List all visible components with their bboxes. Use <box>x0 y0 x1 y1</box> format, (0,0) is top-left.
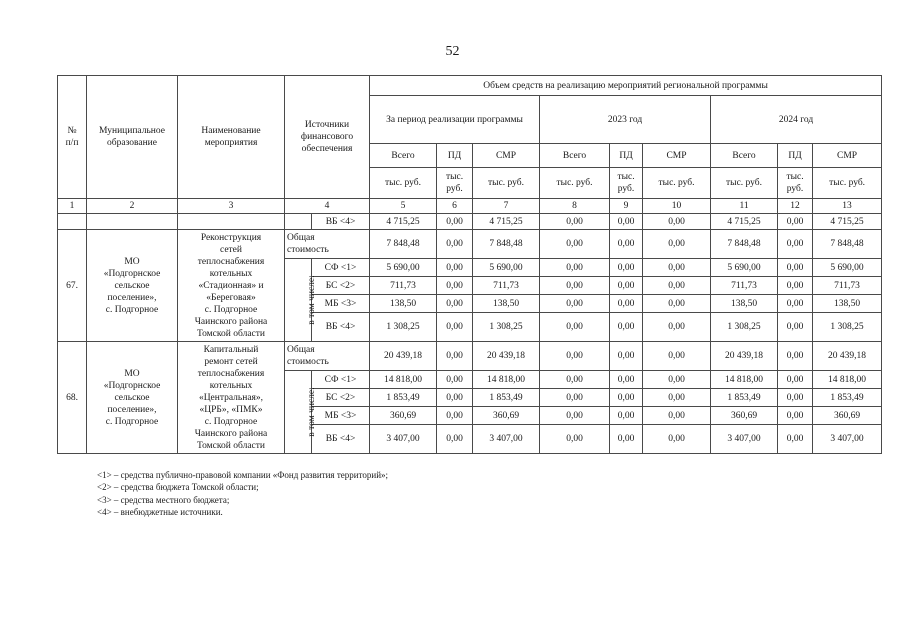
value-cell: 711,73 <box>370 277 437 295</box>
total-cost-label: Общая стоимость <box>285 230 370 259</box>
item-number: 68. <box>58 342 87 454</box>
value-cell: 0,00 <box>610 425 643 454</box>
column-number: 10 <box>643 199 711 214</box>
value-cell: 138,50 <box>711 295 778 313</box>
value-cell: 3 407,00 <box>711 425 778 454</box>
value-cell: 4 715,25 <box>813 214 882 230</box>
item-municipality: МО «Подгорнское сельское поселение», с. Подгорное <box>87 342 178 454</box>
header-num: № п/п <box>58 76 87 199</box>
item-event: Реконструкция сетей теплоснабжения котельных «Стадионная» и «Береговая» с. Подгорное Чаинского района Томской области <box>178 230 285 342</box>
value-cell: 5 690,00 <box>813 259 882 277</box>
value-cell: 7 848,48 <box>370 230 437 259</box>
value-cell: 3 407,00 <box>473 425 540 454</box>
value-cell: 0,00 <box>778 277 813 295</box>
header-municipality: Муниципальное образование <box>87 76 178 199</box>
value-cell: 0,00 <box>540 342 610 371</box>
column-number: 3 <box>178 199 285 214</box>
value-cell: 0,00 <box>437 214 473 230</box>
footnotes <box>97 469 388 519</box>
value-cell: 14 818,00 <box>813 371 882 389</box>
value-cell: 7 848,48 <box>813 230 882 259</box>
column-number: 13 <box>813 199 882 214</box>
value-cell: 0,00 <box>778 342 813 371</box>
header-unit: тыс. руб. <box>370 168 437 199</box>
value-cell: 360,69 <box>813 407 882 425</box>
value-cell: 0,00 <box>610 342 643 371</box>
column-number: 7 <box>473 199 540 214</box>
value-cell: 711,73 <box>473 277 540 295</box>
value-cell: 5 690,00 <box>473 259 540 277</box>
footnote: <1> – средства публично-правовой компании «Фонд развития территорий»; <box>97 470 389 480</box>
source-label: ВБ <4> <box>312 313 370 342</box>
value-cell: 14 818,00 <box>370 371 437 389</box>
value-cell: 0,00 <box>540 425 610 454</box>
value-cell: 1 308,25 <box>813 313 882 342</box>
value-cell: 4 715,25 <box>711 214 778 230</box>
value-cell: 0,00 <box>610 371 643 389</box>
column-number: 5 <box>370 199 437 214</box>
value-cell: 0,00 <box>643 277 711 295</box>
value-cell: 0,00 <box>437 407 473 425</box>
value-cell: 0,00 <box>643 259 711 277</box>
value-cell: 0,00 <box>643 425 711 454</box>
value-cell: 0,00 <box>540 295 610 313</box>
including-label <box>285 259 317 342</box>
value-cell: 1 308,25 <box>370 313 437 342</box>
value-cell: 0,00 <box>437 295 473 313</box>
header-col-total: Всего <box>540 144 610 168</box>
table-row <box>58 76 882 96</box>
value-cell: 0,00 <box>610 230 643 259</box>
column-number: 9 <box>610 199 643 214</box>
value-cell: 1 308,25 <box>711 313 778 342</box>
header-unit: тыс. руб. <box>473 168 540 199</box>
value-cell: 0,00 <box>778 425 813 454</box>
value-cell: 0,00 <box>540 259 610 277</box>
value-cell: 1 853,49 <box>711 389 778 407</box>
value-cell: 0,00 <box>610 313 643 342</box>
value-cell: 14 818,00 <box>473 371 540 389</box>
value-cell: 0,00 <box>778 407 813 425</box>
item-number: 67. <box>58 230 87 342</box>
value-cell: 0,00 <box>437 371 473 389</box>
value-cell: 0,00 <box>643 313 711 342</box>
source-label: БС <2> <box>312 389 370 407</box>
value-cell: 0,00 <box>643 230 711 259</box>
value-cell: 0,00 <box>778 230 813 259</box>
value-cell: 0,00 <box>610 407 643 425</box>
column-number: 12 <box>778 199 813 214</box>
column-number: 2 <box>87 199 178 214</box>
value-cell: 138,50 <box>370 295 437 313</box>
value-cell: 0,00 <box>540 371 610 389</box>
column-number: 6 <box>437 199 473 214</box>
value-cell: 0,00 <box>778 313 813 342</box>
value-cell: 0,00 <box>643 214 711 230</box>
value-cell: 0,00 <box>437 313 473 342</box>
header-unit: тыс. руб. <box>643 168 711 199</box>
value-cell: 0,00 <box>540 389 610 407</box>
value-cell: 0,00 <box>540 214 610 230</box>
table-cell <box>178 214 285 230</box>
value-cell: 711,73 <box>813 277 882 295</box>
value-cell: 3 407,00 <box>370 425 437 454</box>
source-label: СФ <1> <box>312 371 370 389</box>
value-cell: 0,00 <box>643 407 711 425</box>
header-col-smr: СМР <box>643 144 711 168</box>
including-label <box>285 371 317 454</box>
value-cell: 20 439,18 <box>370 342 437 371</box>
source-label: СФ <1> <box>312 259 370 277</box>
table-cell <box>58 214 87 230</box>
table-row <box>58 214 882 230</box>
header-sources: Источники финансового обеспечения <box>285 76 370 199</box>
header-col-pd: ПД <box>437 144 473 168</box>
column-number: 8 <box>540 199 610 214</box>
header-col-smr: СМР <box>813 144 882 168</box>
value-cell: 0,00 <box>540 407 610 425</box>
header-col-total: Всего <box>711 144 778 168</box>
value-cell: 0,00 <box>643 389 711 407</box>
value-cell: 0,00 <box>437 425 473 454</box>
header-unit-short: тыс. руб. <box>610 168 643 199</box>
header-col-pd: ПД <box>778 144 813 168</box>
value-cell: 0,00 <box>540 313 610 342</box>
value-cell: 0,00 <box>610 259 643 277</box>
value-cell: 20 439,18 <box>473 342 540 371</box>
total-cost-label: Общая стоимость <box>285 342 370 371</box>
table-row <box>58 230 882 259</box>
value-cell: 0,00 <box>610 214 643 230</box>
value-cell: 0,00 <box>778 371 813 389</box>
header-year-2024: 2024 год <box>711 96 882 144</box>
footnote: <4> – внебюджетные источники. <box>97 507 223 518</box>
value-cell: 1 853,49 <box>473 389 540 407</box>
value-cell: 0,00 <box>437 389 473 407</box>
value-cell: 0,00 <box>778 214 813 230</box>
column-number: 1 <box>58 199 87 214</box>
value-cell: 20 439,18 <box>813 342 882 371</box>
header-unit: тыс. руб. <box>711 168 778 199</box>
table-cell <box>87 214 178 230</box>
value-cell: 4 715,25 <box>370 214 437 230</box>
value-cell: 0,00 <box>437 259 473 277</box>
source-label: БС <2> <box>312 277 370 295</box>
value-cell: 0,00 <box>778 389 813 407</box>
value-cell: 14 818,00 <box>711 371 778 389</box>
footnote: <2> – средства бюджета Томской области; <box>97 482 259 493</box>
value-cell: 0,00 <box>643 371 711 389</box>
source-label: ВБ <4> <box>312 425 370 454</box>
value-cell: 360,69 <box>711 407 778 425</box>
value-cell: 360,69 <box>370 407 437 425</box>
including-label-text: в том числе: <box>306 387 317 437</box>
value-cell: 0,00 <box>437 277 473 295</box>
value-cell: 7 848,48 <box>711 230 778 259</box>
value-cell: 0,00 <box>610 277 643 295</box>
column-number: 4 <box>285 199 370 214</box>
value-cell: 0,00 <box>778 259 813 277</box>
value-cell: 0,00 <box>610 295 643 313</box>
value-cell: 0,00 <box>610 389 643 407</box>
item-municipality: МО «Подгорнское сельское поселение», с. Подгорное <box>87 230 178 342</box>
header-event-name: Наименование мероприятия <box>178 76 285 199</box>
value-cell: 360,69 <box>473 407 540 425</box>
table-cell <box>285 214 312 230</box>
header-unit-short: тыс. руб. <box>437 168 473 199</box>
value-cell: 7 848,48 <box>473 230 540 259</box>
page-number: 52 <box>445 44 460 59</box>
value-cell: 138,50 <box>813 295 882 313</box>
header-col-total: Всего <box>370 144 437 168</box>
header-volume: Объем средств на реализацию мероприятий региональной программы <box>370 76 882 96</box>
item-event: Капитальный ремонт сетей теплоснабжения котельных «Центральная», «ЦРБ», «ПМК» с. Подгорное Чаинского района Томской области <box>178 342 285 454</box>
value-cell: 1 853,49 <box>813 389 882 407</box>
value-cell: 20 439,18 <box>711 342 778 371</box>
column-number: 11 <box>711 199 778 214</box>
value-cell: 0,00 <box>778 295 813 313</box>
value-cell: 4 715,25 <box>473 214 540 230</box>
value-cell: 3 407,00 <box>813 425 882 454</box>
value-cell: 0,00 <box>643 295 711 313</box>
source-label: МБ <3> <box>312 295 370 313</box>
header-col-pd: ПД <box>610 144 643 168</box>
value-cell: 0,00 <box>437 342 473 371</box>
value-cell: 1 308,25 <box>473 313 540 342</box>
source-label: ВБ <4> <box>312 214 370 230</box>
value-cell: 5 690,00 <box>711 259 778 277</box>
header-unit-short: тыс. руб. <box>778 168 813 199</box>
value-cell: 0,00 <box>437 230 473 259</box>
value-cell: 5 690,00 <box>370 259 437 277</box>
header-col-smr: СМР <box>473 144 540 168</box>
table-row <box>58 199 882 214</box>
value-cell: 0,00 <box>540 277 610 295</box>
value-cell: 711,73 <box>711 277 778 295</box>
value-cell: 1 853,49 <box>370 389 437 407</box>
value-cell: 0,00 <box>643 342 711 371</box>
value-cell: 138,50 <box>473 295 540 313</box>
header-period-total: За период реализации программы <box>370 96 540 144</box>
footnote: <3> – средства местного бюджета; <box>97 494 230 505</box>
table-row <box>58 342 882 371</box>
value-cell: 0,00 <box>540 230 610 259</box>
financing-table <box>57 75 882 454</box>
header-year-2023: 2023 год <box>540 96 711 144</box>
header-unit: тыс. руб. <box>540 168 610 199</box>
header-unit: тыс. руб. <box>813 168 882 199</box>
source-label: МБ <3> <box>312 407 370 425</box>
including-label-text: в том числе: <box>306 275 317 325</box>
